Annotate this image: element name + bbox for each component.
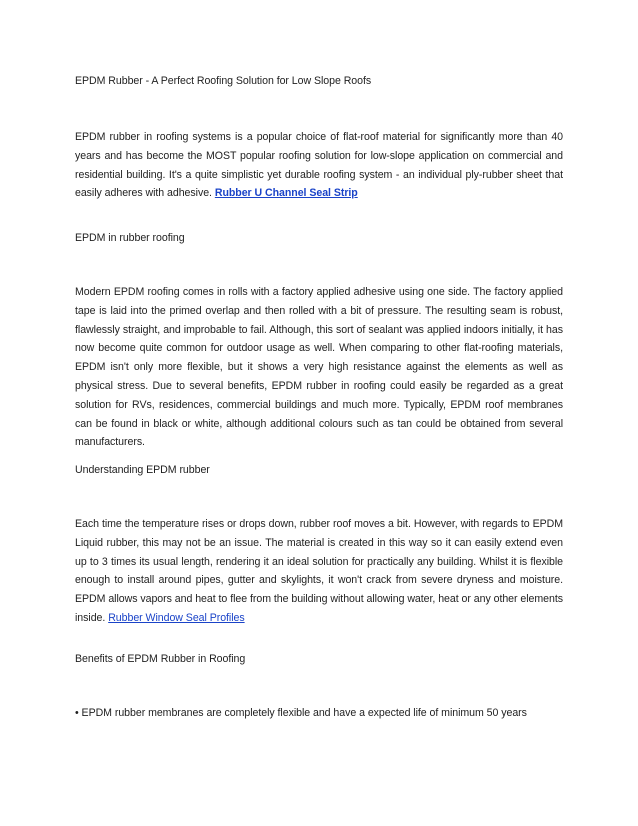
rubber-window-seal-link[interactable]: Rubber Window Seal Profiles xyxy=(108,611,245,624)
intro-text: EPDM rubber in roofing systems is a popular choice of flat-roof material for significantly more than 40 years and has become the MOST popular roofing solution for low-slope application on commercial and residential building. It's a quite simplistic yet durable roofing system - an individual ply-rubber sheet that easily adheres with adhesive. xyxy=(75,131,563,200)
section-heading-benefits: Benefits of EPDM Rubber in Roofing xyxy=(75,653,246,665)
section-paragraph-epdm-roofing: Modern EPDM roofing comes in rolls with a factory applied adhesive using one side. The factory applied tape is laid into the primed overlap and then rolled with a bit of pressure. The resulting seam is robust, flawlessly straight, and improbable to fail. Although, this sort of sealant was applied indoors initially, it has now become quite common for outdoor usage as well. When comparing to other flat-roofing materials, EPDM isn't only more flexible, but it shows a very high resistance against the elements as well as physical stress. Due to several benefits, EPDM rubber in roofing could easily be regarded as a great solution for RVs, residences, commercial buildings and much more. Typically, EPDM roof membranes can be found in black or white, although additional colours such as tan could be obtained from several manufacturers. xyxy=(75,286,563,449)
section-paragraph-understanding xyxy=(75,515,563,628)
understanding-text: Each time the temperature rises or drops down, rubber roof moves a bit. However, with regards to EPDM Liquid rubber, this may not be an issue. The material is created in this way so it can easily extend even up to 3 times its usual length, rendering it an ideal solution for practically any building. Whilst it is flexible enough to install around pipes, gutter and skylights, it won't crack from severe dryness and moisture. EPDM allows vapors and heat to flee from the building without allowing water, heat or any other elements inside. xyxy=(75,518,563,624)
section-heading-epdm-roofing: EPDM in rubber roofing xyxy=(75,232,185,244)
rubber-u-channel-link[interactable]: Rubber U Channel Seal Strip xyxy=(214,187,358,200)
document-title: EPDM Rubber - A Perfect Roofing Solution for Low Slope Roofs xyxy=(75,75,372,87)
intro-paragraph xyxy=(75,128,563,203)
section-heading-understanding: Understanding EPDM rubber xyxy=(75,464,210,476)
benefit-list-item: • EPDM rubber membranes are completely flexible and have a expected life of minimum 50 years xyxy=(75,707,527,719)
